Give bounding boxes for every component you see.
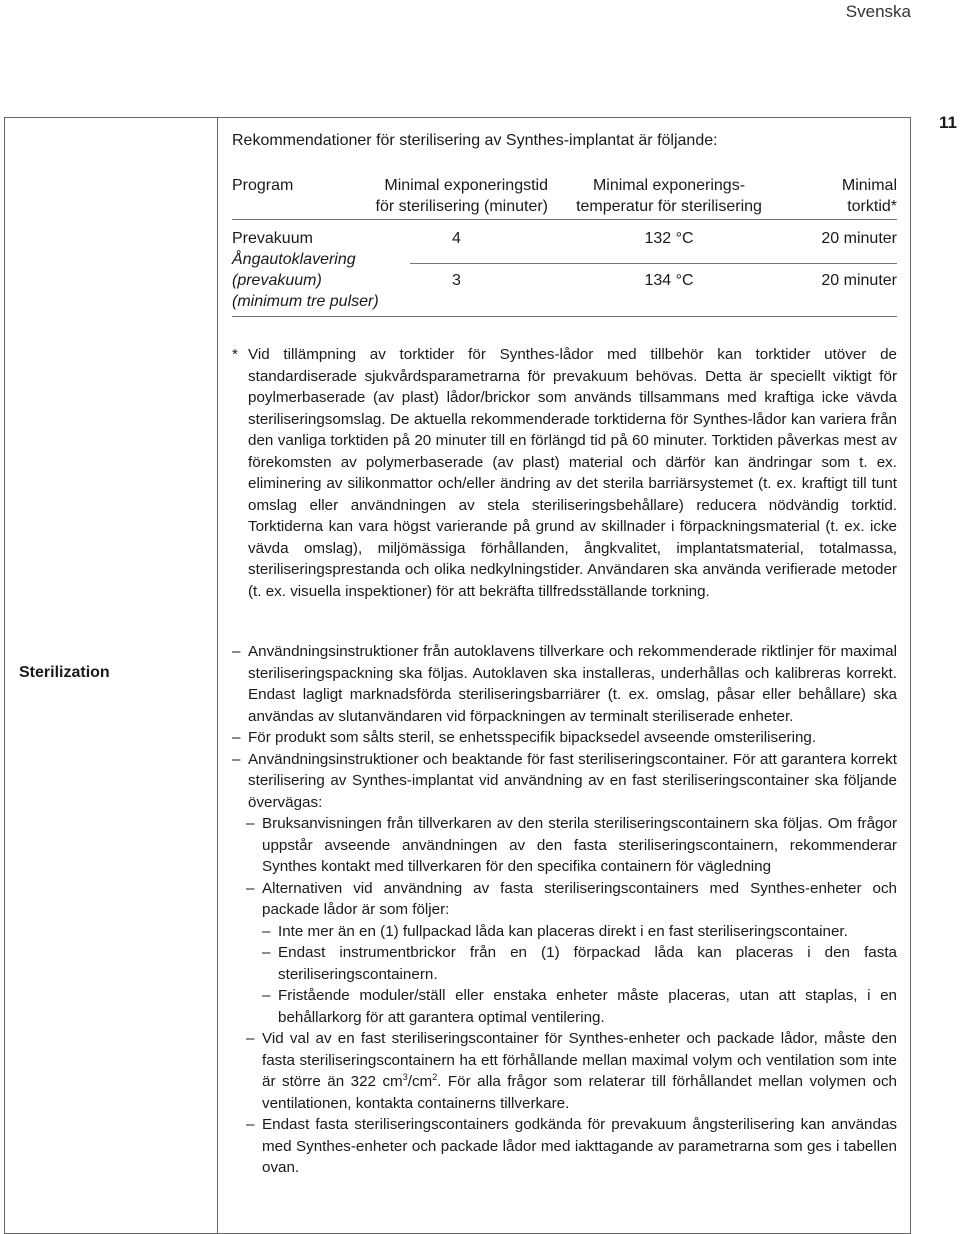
footnote (232, 344, 897, 602)
list-item: – Vid val av en fast steriliseringscontainer för Synthes-enheter och packade lådor, måste den fasta steriliseringscontainern ha ett förhållande mellan maximal volym och ventilation som inte är större än 322 $cm^3/cm^2$. För alla frågor som relaterar till förhållandet mellan volymen och ventilationen, kontakta containerns tillverkare. (246, 1030, 897, 1112)
dash-marker: – (232, 750, 241, 768)
table-header-program: Program (232, 177, 294, 194)
table-header-exposure-temp: Minimal exponerings- temperatur för sterilisering (576, 177, 762, 215)
list-item: – Endast fasta steriliseringscontainers godkända för prevakuum ångsterilisering kan användas med Synthes-enheter och packade lådor med iakttagande av parametrarna som ges i tabellen ovan. (246, 1116, 897, 1176)
table-row-rule (410, 263, 897, 264)
list-item: – Fristående moduler/ställ eller enstaka enheter måste placeras, utan att staplas, i en behållarkorg för att garantera optimal ventilering. (262, 987, 897, 1026)
table-row2-time: 3 (452, 272, 461, 289)
table-header-drying-time: Minimal torktid* (841, 177, 897, 215)
table-program-cell: Prevakuum Ångautoklavering (prevakuum) (minimum tre pulser) (232, 230, 379, 310)
table-row1-drying: 20 minuter (821, 230, 897, 247)
dash-marker: – (246, 1030, 255, 1047)
page-number: 11 (939, 113, 957, 132)
list-item: – För produkt som sålts steril, se enhetsspecifik bipacksedel avseende omsterilisering. (232, 727, 897, 749)
dash-marker: – (262, 922, 271, 940)
language-label: Svenska (845, 2, 911, 21)
dash-marker: – (262, 944, 271, 961)
table-row2-temp: 134 °C (644, 272, 694, 289)
footnote-text: Vid tillämpning av torktider för Synthes-lådor med tillbehör kan torktider utöver de standardiserade sjukvårdsparametrarna för prevakuum behövas. Detta är speciellt viktigt för poylmerbaserade (av plast) lådor/brickor som används tillsammans med kraftiga icke vävda steriliseringsomslag. De aktuella rekommenderade torktiderna för Synthes-lådor kan variera från den vanliga torktiden på 20 minuter till en förlängd tid på 60 minuter. Torktiden påverkas mest av förekomsten av polymerbaserade (av plast) material och därför kan ändringar som t. ex. eliminering av silikonmattor och/eller ändring av det sterila barriärsystemet (t. ex. kraftigt till tunt omslag eller användningen av stela steriliseringsbehållare) reducera nödvändig torktid. Torktiderna kan vara högst varierande på grund av skillnader i förpackningsmaterial (t. ex. icke vävda omslag), miljömässiga förhållanden, ångkvalitet, implantatsmaterial, totalmassa, steriliseringsprestanda och olika nedkylningstider. Användaren ska använda verifierade metoder (t. ex. visuella inspektioner) för att bekräfta tillfredsställande torkning. (248, 346, 897, 600)
bullet-list (232, 641, 897, 1179)
dash-marker: – (246, 1116, 255, 1133)
list-item: – Bruksanvisningen från tillverkaren av den sterila steriliseringscontainern ska följas. Om frågor uppstår avseende användningen av den fasta steriliseringscontainern, rekommenderar Synthes kontakt med tillverkaren för den specifika containern för vägledning (246, 815, 897, 875)
table-header-exposure-time: Minimal exponeringstid för sterilisering (minuter) (375, 177, 548, 215)
table-row2-drying: 20 minuter (821, 272, 897, 289)
dash-marker: – (246, 879, 255, 897)
list-item: – Alternativen vid användning av fasta steriliseringscontainers med Synthes-enheter och packade lådor är som följer: (246, 879, 897, 918)
intro-heading: Rekommendationer för sterilisering av Synthes-implantat är följande: (232, 132, 718, 149)
list-item: – Inte mer än en (1) fullpackad låda kan placeras direkt i en fast steriliseringscontainer. (232, 921, 897, 943)
section-label: Sterilization (19, 664, 110, 681)
table-bottom-rule (232, 316, 897, 317)
table-row1-temp: 132 °C (644, 230, 694, 247)
footnote-marker: * (232, 346, 238, 363)
dash-marker: – (232, 643, 241, 660)
table-row1-time: 4 (452, 230, 461, 247)
dash-marker: – (262, 987, 271, 1004)
dash-marker: – (232, 729, 241, 746)
list-item: – Användningsinstruktioner från autoklavens tillverkare och rekommenderade riktlinjer för maximal steriliseringspackning ska följas. Autoklaven ska installeras, underhållas och kalibreras korrekt. Endast lagligt marknadsförda steriliseringsbarriärer (t. ex. omslag, påsar eller behållare) ska användas av slutanvändaren vid förpackningen av terminalt steriliserade enheter. (232, 643, 897, 725)
list-item: – Endast instrumentbrickor från en (1) förpackad låda kan placeras i den fasta steriliseringscontainern. (262, 944, 897, 983)
dash-marker: – (246, 815, 255, 832)
list-item: – Användningsinstruktioner och beaktande för fast steriliseringscontainer. För att garantera korrekt sterilisering av Synthes-implantat vid användning av en fast steriliseringscontainer ska följande övervägas: (232, 750, 897, 811)
table-header-rule (232, 219, 897, 220)
sidebar-divider (217, 117, 218, 1234)
